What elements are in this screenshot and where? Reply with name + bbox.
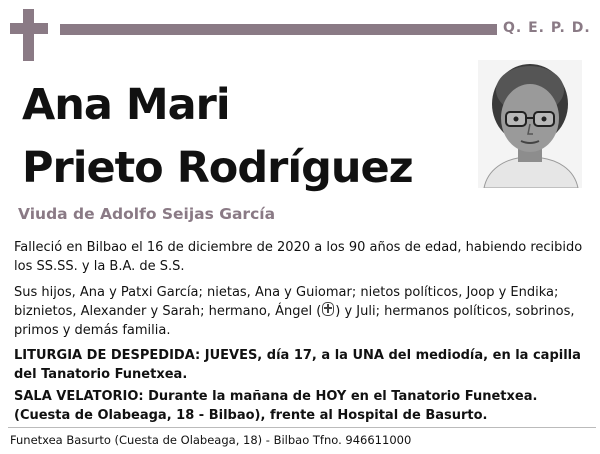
deceased-photo xyxy=(478,60,582,188)
liturgy-paragraph: LITURGIA DE DESPEDIDA: JUEVES, día 17, a la UNA del mediodía, en la capilla del Tanatorio Funetxea. xyxy=(14,348,581,382)
qepd-label: Q. E. P. D. xyxy=(503,20,591,36)
deceased-first-name: Ana Mari xyxy=(22,80,230,130)
cross-icon-horizontal xyxy=(10,23,48,34)
deceased-surnames: Prieto Rodríguez xyxy=(22,143,413,193)
family-paragraph xyxy=(14,283,589,340)
cross-icon-vertical xyxy=(23,9,34,61)
funeral-home-footer: Funetxea Basurto (Cuesta de Olabeaga, 18) - Bilbao Tfno. 946611000 xyxy=(10,433,412,447)
widow-of-line: Viuda de Adolfo Seijas García xyxy=(18,205,276,223)
cross-circle-icon xyxy=(322,302,334,316)
family-text-after: ) y Juli; hermanos políticos, sobrinos, primos y demás familia. xyxy=(14,304,575,338)
wake-room-paragraph: SALA VELATORIO: Durante la mañana de HOY en el Tanatorio Funetxea. (Cuesta de Olabeaga, 18 - Bilbao), frente al Hospital de Basurto. xyxy=(14,389,538,423)
footer-rule xyxy=(8,427,596,428)
header-rule xyxy=(60,24,497,35)
death-notice-paragraph: Falleció en Bilbao el 16 de diciembre de 2020 a los 90 años de edad, habiendo recibido los SS.SS. y la B.A. de S.S. xyxy=(14,240,583,274)
family-text-before: Sus hijos, Ana y Patxi García; nietas, Ana y Guiomar; nietos políticos, Joop y Endika; biznietos, Alexander y Sarah; hermano, Ángel ( xyxy=(14,285,559,319)
portrait-image xyxy=(478,60,582,188)
